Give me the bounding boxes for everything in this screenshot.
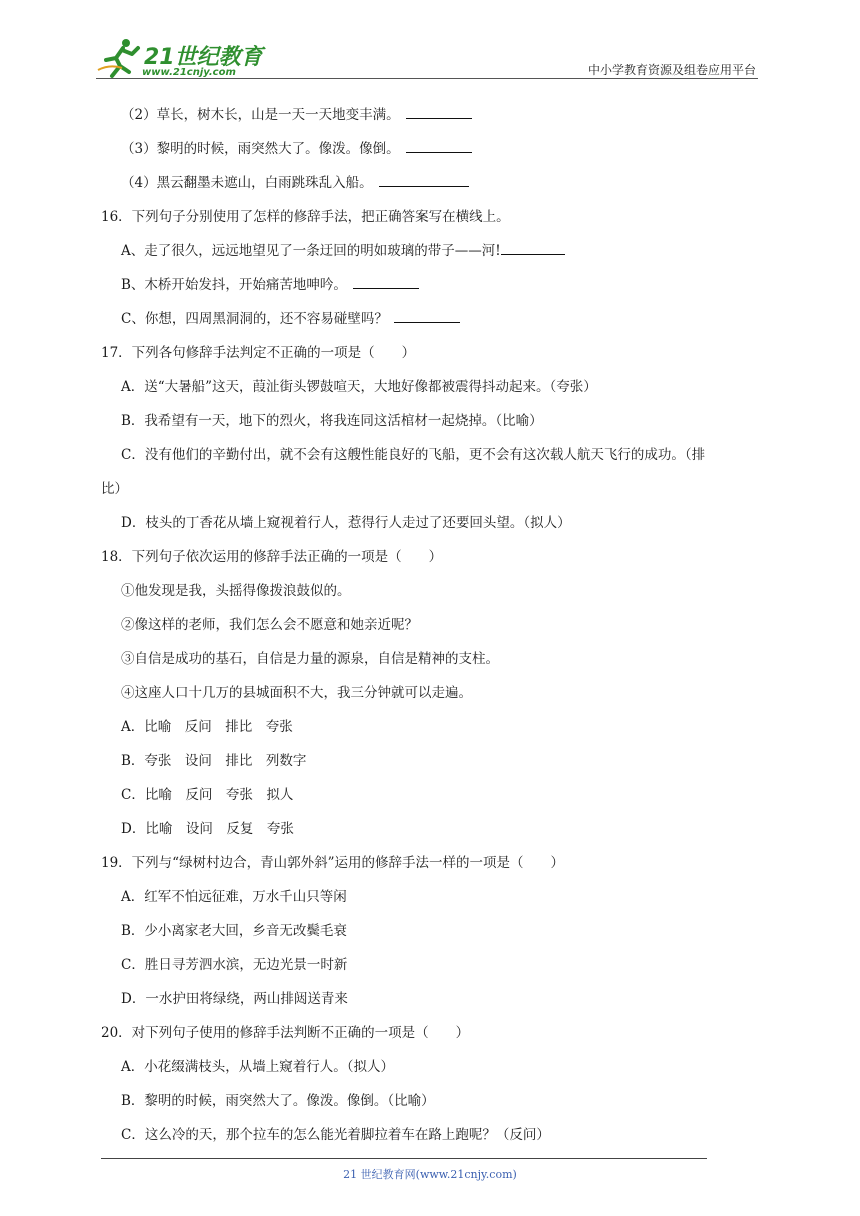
platform-title: 中小学教育资源及组卷应用平台 <box>587 63 756 77</box>
option-line[interactable]: C．这么冷的天，那个拉车的怎么能光着脚拉着车在路上跑呢？（反问） <box>121 1127 550 1143</box>
question-line: A、走了很久，远远地望见了一条迂回的明如玻璃的带子——河! <box>121 241 565 261</box>
option-line[interactable]: C．胜日寻芳泗水滨，无边光景一时新 <box>121 957 348 973</box>
option-line[interactable]: A．送“大暑船”这天，葭沚街头锣鼓喧天，大地好像都被震得抖动起来。（夸张） <box>121 379 597 395</box>
sentence-line: ①他发现是我，头摇得像拨浪鼓似的。 <box>121 583 351 599</box>
answer-blank[interactable] <box>353 275 419 289</box>
question-line: C、你想，四周黑洞洞的，还不容易碰壁吗？ <box>121 309 460 329</box>
question-title: 20．对下列句子使用的修辞手法判断不正确的一项是（ ） <box>101 1025 470 1041</box>
option-line[interactable]: D．比喻 设问 反复 夸张 <box>121 821 294 837</box>
option-line[interactable]: B．夸张 设问 排比 列数字 <box>121 753 307 769</box>
question-title: 19．下列与“绿树村边合，青山郭外斜”运用的修辞手法一样的一项是（ ） <box>101 855 564 871</box>
question-title: 18．下列句子依次运用的修辞手法正确的一项是（ ） <box>101 549 443 565</box>
answer-blank[interactable] <box>501 241 565 255</box>
option-line[interactable]: D．枝头的丁香花从墙上窥视着行人，惹得行人走过了还要回头望。（拟人） <box>121 515 571 531</box>
question-line: （3）黎明的时候，雨突然大了。像泼。像倒。 <box>121 139 472 159</box>
logo-url: www.21cnjy.com <box>142 67 236 78</box>
answer-blank[interactable] <box>379 173 469 187</box>
option-line[interactable]: B．少小离家老大回，乡音无改鬓毛衰 <box>121 923 347 939</box>
option-line[interactable]: C．比喻 反问 夸张 拟人 <box>121 787 294 803</box>
answer-blank[interactable] <box>394 309 460 323</box>
answer-blank[interactable] <box>406 139 472 153</box>
option-line-wrap: 比） <box>101 481 128 497</box>
question-line: B、木桥开始发抖，开始痛苦地呻吟。 <box>121 275 419 295</box>
question-title: 17．下列各句修辞手法判定不正确的一项是（ ） <box>101 345 416 361</box>
option-line[interactable]: A．红军不怕远征难，万水千山只等闲 <box>121 889 347 905</box>
sentence-line: ②像这样的老师，我们怎么会不愿意和她亲近呢？ <box>121 617 418 633</box>
option-line[interactable]: B．黎明的时候，雨突然大了。像泼。像倒。（比喻） <box>121 1093 435 1109</box>
option-line[interactable]: B．我希望有一天，地下的烈火，将我连同这活棺材一起烧掉。（比喻） <box>121 413 543 429</box>
question-title: 16．下列句子分别使用了怎样的修辞手法，把正确答案写在横线上。 <box>101 209 510 225</box>
answer-blank[interactable] <box>406 105 472 119</box>
option-line[interactable]: C．没有他们的辛勤付出，就不会有这艘性能良好的飞船，更不会有这次载人航天飞行的成功。（排 <box>121 447 706 463</box>
footer-divider <box>101 1158 707 1159</box>
option-line[interactable]: A．小花缀满枝头，从墙上窥着行人。（拟人） <box>121 1059 394 1075</box>
logo-text: 21世纪教育 <box>144 45 263 70</box>
footer-link[interactable]: 21 世纪教育网(www.21cnjy.com) <box>343 1168 517 1181</box>
question-line: （4）黑云翻墨未遮山，白雨跳珠乱入船。 <box>121 173 469 193</box>
question-line: （2）草长，树木长，山是一天一天地变丰满。 <box>121 105 472 125</box>
option-line[interactable]: A．比喻 反问 排比 夸张 <box>121 719 293 735</box>
sentence-line: ③自信是成功的基石，自信是力量的源泉，自信是精神的支柱。 <box>121 651 499 667</box>
option-line[interactable]: D．一水护田将绿绕，两山排闼送青来 <box>121 991 348 1007</box>
sentence-line: ④这座人口十几万的县城面积不大，我三分钟就可以走遍。 <box>121 685 472 701</box>
